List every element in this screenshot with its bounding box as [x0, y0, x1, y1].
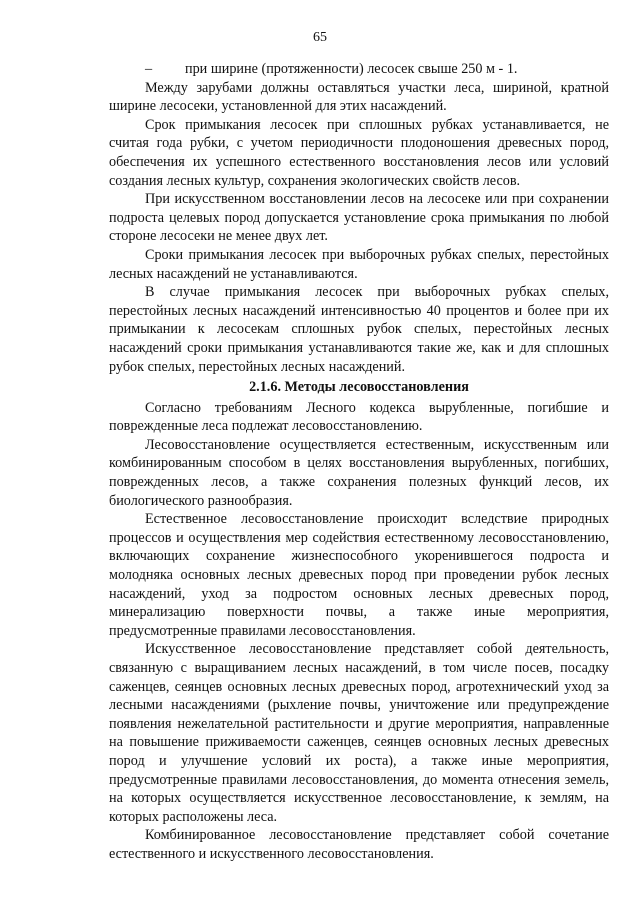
paragraph: Искусственное лесовосстановление представляет собой деятельность, связанную с выращиванием лесных насаждений, в том числе посев, посадку саженцев, сеянцев основных лесных древесных пород, агротехнический уход за лесными насаждениями (рыхление почвы, уничтожение или предупреждение появления нежелательной растительности и другие мероприятия, направленные на повышение приживаемости саженцев, сеянцев основных лесных древесных пород и улучшение условий их роста), а также иные мероприятия, предусмотренные правилами лесовосстановления, до момента отнесения земель, на которых осуществляется искусственное лесовосстановление, к землям, на которых расположены леса. [109, 641, 609, 825]
paragraph: Комбинированное лесовосстановление представляет собой сочетание естественного и искусственного лесовосстановления. [109, 827, 609, 862]
paragraph: Сроки примыкания лесосек при выборочных рубках спелых, перестойных лесных насаждений не устанавливаются. [109, 246, 609, 282]
dash-marker: – [145, 61, 153, 77]
paragraph: Лесовосстановление осуществляется естественным, искусственным или комбинированным способом в целях восстановления вырубленных, погибших, поврежденных лесов, а также сохранения полезных функций лесов, их биологического разнообразия. [109, 436, 609, 509]
dash-item-text: при ширине (протяженности) лесосек свыше 250 м - 1. [185, 61, 518, 77]
paragraph: Срок примыкания лесосек при сплошных рубках устанавливается, не считая года рубки, с учетом периодичности плодоношения древесных пород, обеспечения их успешного естественного восстановления лесов или условий создания лесных культур, сохранения экологических свойств лесов. [109, 116, 609, 189]
dash-list-item [109, 60, 609, 79]
page-number: 65 [313, 30, 327, 45]
paragraph: Между зарубами должны оставляться участки леса, шириной, кратной ширине лесосеки, установленной для этих насаждений. [109, 79, 609, 115]
paragraph: Согласно требованиям Лесного кодекса вырубленные, погибшие и поврежденные леса подлежат лесовосстановлению. [109, 399, 609, 435]
paragraph: При искусственном восстановлении лесов на лесосеке или при сохранении подроста целевых пород допускается установление срока примыкания по любой стороне лесосеки не менее двух лет. [109, 191, 609, 245]
page-body [109, 60, 609, 864]
section-heading: 2.1.6. Методы лесовосстановления [249, 379, 469, 396]
paragraph: В случае примыкания лесосек при выборочных рубках спелых, перестойных лесных насаждений интенсивностью 40 процентов и более при их примыкании к лесосекам сплошных рубок спелых, перестойных лесных насаждений сроки примыкания устанавливаются такие же, как и для сплошных рубок спелых, перестойных лесных насаждений. [109, 284, 609, 375]
paragraph: Естественное лесовосстановление происходит вследствие природных процессов и осуществления мер содействия естественному лесовосстановлению, включающих сохранение жизнеспособного укоренившегося подроста и молодняка основных лесных древесных пород при проведении рубок лесных насаждений, уход за подростом основных лесных древесных пород, минерализацию поверхности почвы, а также иные мероприятия, предусмотренные правилами лесовосстановления. [109, 511, 609, 639]
